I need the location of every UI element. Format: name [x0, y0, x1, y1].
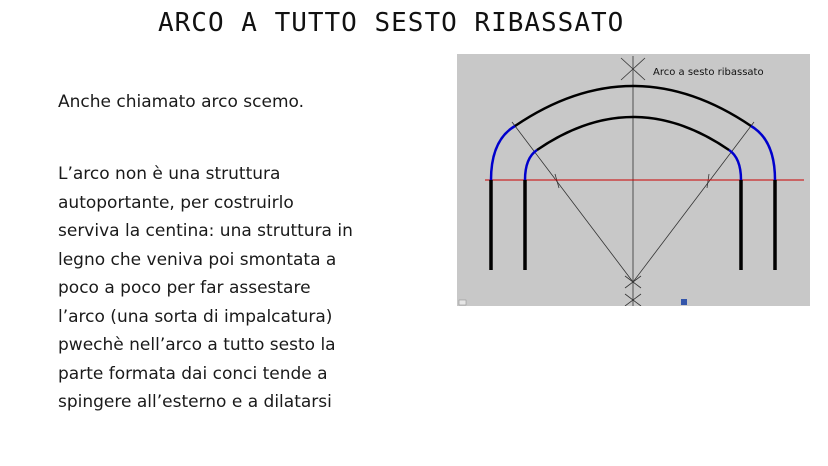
inner-right-haunch [729, 150, 741, 180]
body-line: l’arco (una sorta di impalcatura) [58, 306, 333, 327]
outer-right-haunch [751, 126, 775, 180]
body-line: autoportante, per costruirlo [58, 192, 294, 213]
right-radius-line [633, 122, 754, 282]
subtitle-text: Anche chiamato arco scemo. [58, 92, 305, 112]
body-line: serviva la centina: una struttura in [58, 221, 353, 241]
blue-marker [681, 299, 687, 305]
inner-left-haunch [525, 150, 537, 180]
body-line: legno che veniva poi smontata a [58, 249, 337, 270]
body-line: spingere all’esterno e a dilatarsi [58, 392, 332, 412]
slide-title: ARCO A TUTTO SESTO RIBASSATO [158, 8, 625, 38]
left-radius-line [512, 122, 633, 282]
body-line: L’arco non è una struttura [58, 164, 281, 184]
tick-mark [707, 174, 709, 188]
arch-diagram [457, 54, 810, 306]
corner-marker [459, 300, 466, 305]
body-line: pwechè nell’arco a tutto sesto la [58, 335, 336, 355]
body-paragraph [58, 160, 408, 417]
body-line: parte formata dai conci tende a [58, 363, 328, 384]
outer-left-haunch [491, 126, 515, 180]
tick-mark [555, 174, 559, 188]
arch-drawing [457, 54, 810, 306]
body-line: poco a poco per far assestare [58, 278, 311, 298]
figure-label: Arco a sesto ribassato [653, 67, 764, 78]
construction-lines [512, 56, 754, 306]
